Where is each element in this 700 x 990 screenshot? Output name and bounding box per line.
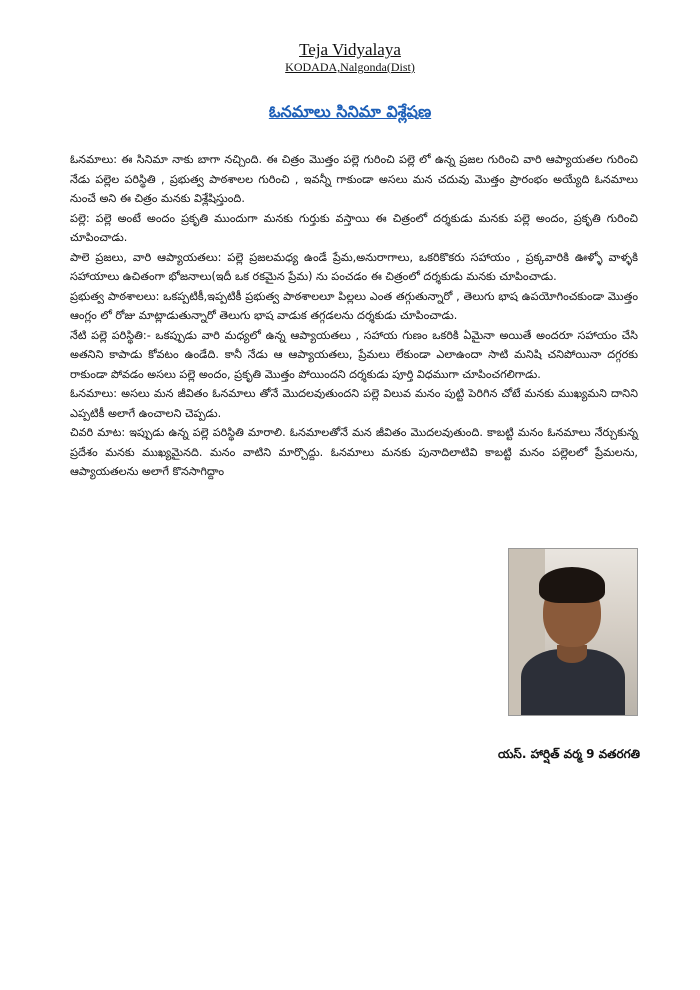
page-title: ఓనమాలు సినిమా విశ్లేషణ [268, 102, 432, 121]
paragraph-schools: ప్రభుత్వ పాఠశాలలు: ఒకప్పటికీ,ఇప్పటికీ ప్రభుత్వ పాఠశాలలూ పిల్లలు ఎంత తగ్గుతున్నారో , తెలుగు భాష ఉపయోగించకుండా మొత్తం ఆంగ్లం లో రోజు మాట్లాడుతున్నారో తెలుగు భాష వాడుక తగ్గడలను దర్శకుడు చూపించాడు. [70, 289, 638, 322]
photo-neck [557, 645, 587, 663]
paragraph-today: నేటి పల్లె పరిస్థితి:- ఒకప్పుడు వారి మధ్యలో ఉన్న ఆప్యాయతలు , సహాయ గుణం ఒకరికి ఏమైనా అయితే అందరూ సహాయం చేసి అతనిని కాపాడు కోవటం ఉండేది. కానీ నేడు ఆ ఆప్యాయతలు, ప్రేమలు లేకుండా ఎలాఉందా సాటి మనిషి చనిపోయినా దగ్గరకు రాకుండా పోవడం అసలు పల్లె అందం, ప్రకృతి మొత్తం పోయిందని దర్శకుడు పూర్తి విధముగా చూపించగలిగాడు. [70, 328, 638, 381]
author-signature: యస్. హార్షిత్ వర్మ 9 వతరగతి [498, 747, 640, 761]
paragraph-village: పల్లె: పల్లె అంటే అందం ప్రకృతి ముందుగా మనకు గుర్తుకు వస్తాయి ఈ చిత్రంలో దర్శకుడు మనకు పల్లె అందం, ప్రకృతి గురించి చూపించాడు. [70, 211, 638, 244]
document-header [0, 40, 700, 75]
photo-hair [539, 567, 605, 603]
school-name: Teja Vidyalaya [299, 40, 401, 59]
paragraph-people: పాలె ప్రజలు, వారి ఆప్యాయతలు: పల్లె ప్రజలమధ్య ఉండే ప్రేమ,అనురాగాలు, ఒకరికొకరు సహాయం , ప్రక్కవారికి ఊళ్ళో వాళ్ళకి సహాయాలు ఉచితంగా భోజనాలు(ఇదీ ఒక రకమైన ప్రేమ) ను పంచడం ఈ చిత్రంలో దర్శకుడు మనకు చూపించాడు. [70, 250, 638, 283]
paragraph-final: చివరి మాట: ఇప్పుడు ఉన్న పల్లె పరిస్థితి మారాలి. ఓనమాలతోనే మన జీవితం మొదలవుతుంది. కాబట్టి మనం ఓనమాలు నేర్చుకున్న ప్రదేశం మనకు ముఖ్యమైనది. మనం వాటిని మార్చొద్దు. ఓనమాలు మనకు పునాదిలాటివి కాబట్టి మనం పల్లెలలో ప్రేమలను, ఆప్యాయతలను అలాగే కొనసాగిద్దాం [70, 426, 638, 478]
student-photo [508, 548, 638, 716]
essay-body [70, 150, 638, 482]
paragraph-intro: ఓనమాలు: ఈ సినిమా నాకు బాగా నచ్చింది. ఈ చిత్రం మొత్తం పల్లె గురించి పల్లె లో ఉన్న ప్రజల గురించి వారి ఆప్యాయతల గురించి నేడు పల్లెల పరిస్థితి , ప్రభుత్వ పాఠశాలల గురించి , ఇవన్నీ గాకుండా అసలు మన చదువు మొత్తం ప్రారంభం అయ్యేది ఓనమాలు నుంచే అని ఈ చిత్రం మనకు విశ్లేషిస్తుంది. [70, 153, 638, 205]
paragraph-onamalu: ఓనమాలు: అసలు మన జీవితం ఓనమాలు తోనే మొదలవుతుందని పల్లె విలువ మనం పుట్టి పెరిగిన చోటే మనకు ముఖ్యమని దానిని ఎప్పటికీ అలాగే ఉంచాలని చెప్పడు. [70, 387, 638, 420]
school-location: KODADA,Nalgonda(Dist) [285, 60, 415, 74]
